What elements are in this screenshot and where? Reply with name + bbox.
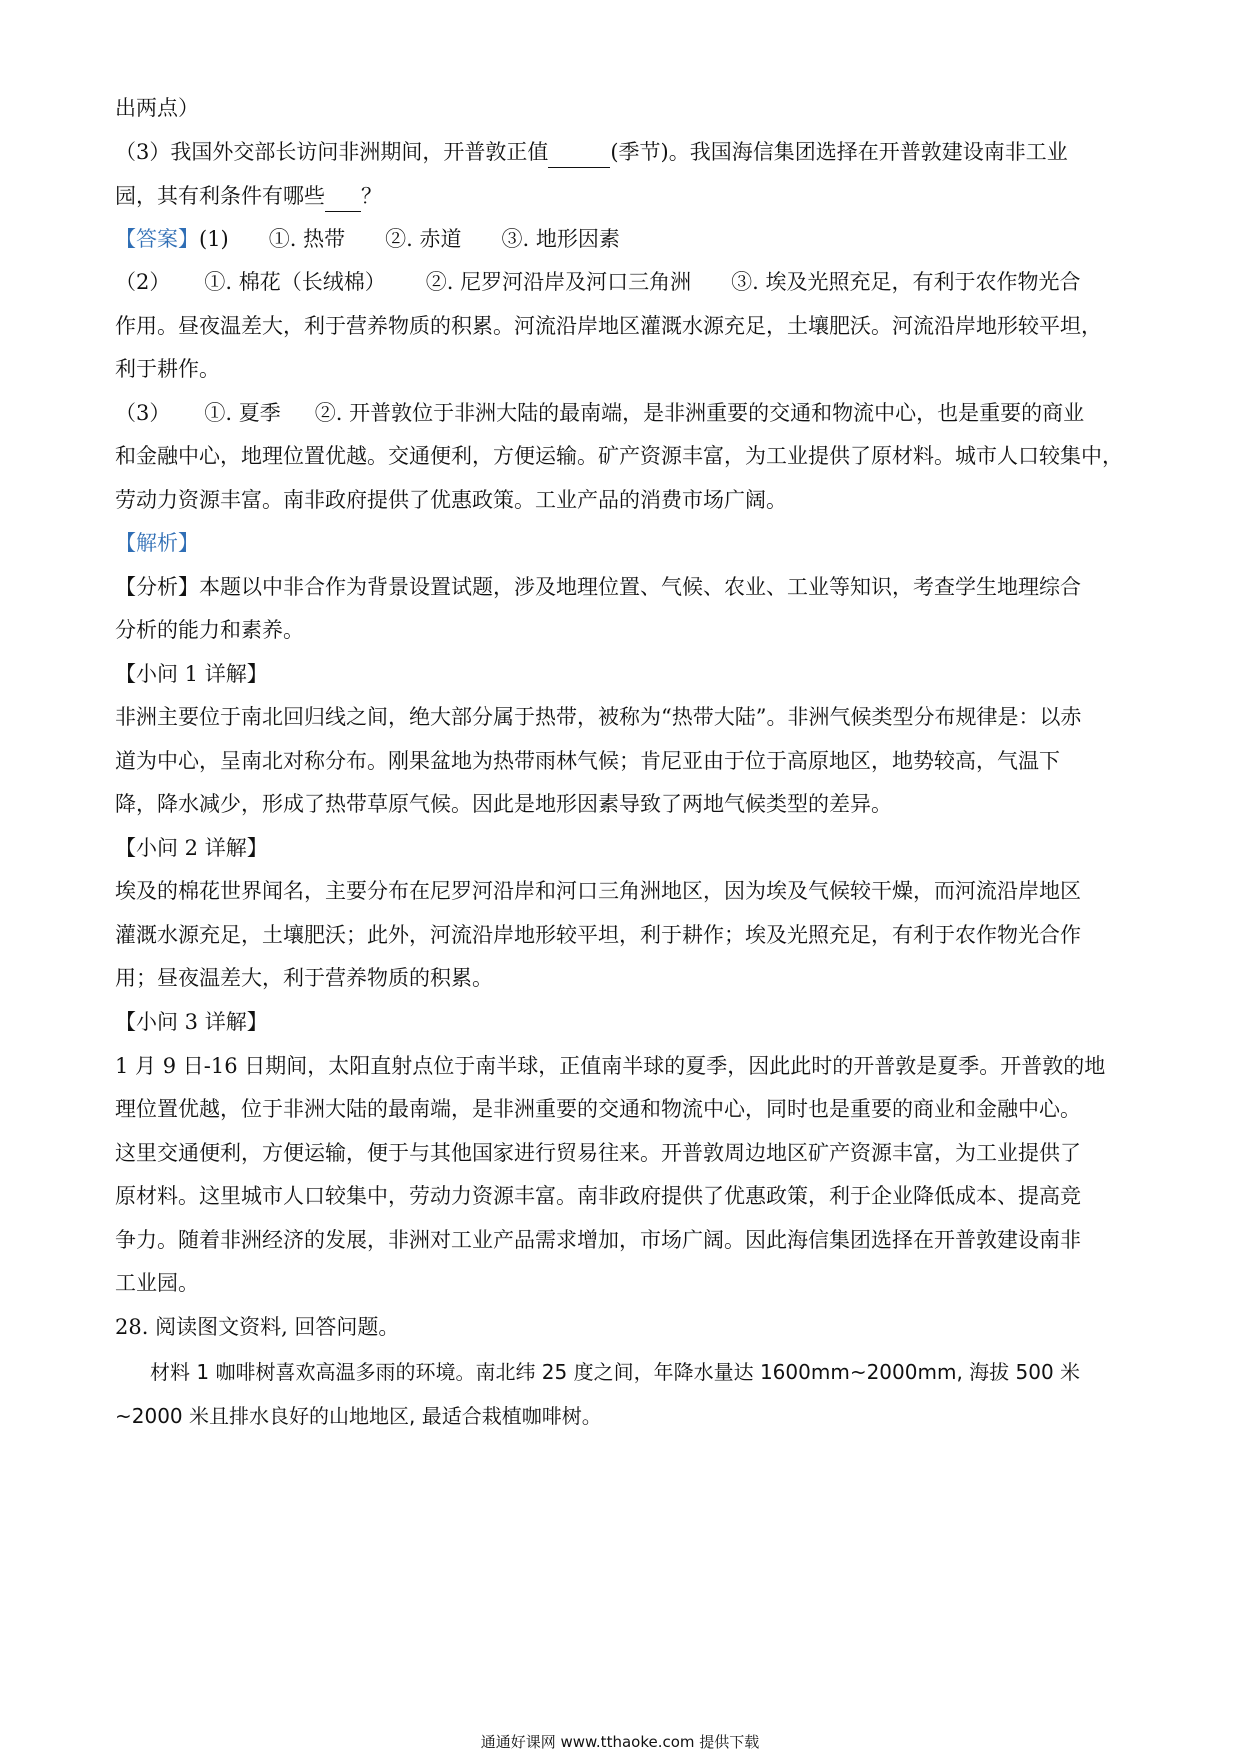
sub3-line1: 1 月 9 日-16 日期间，太阳直射点位于南半球，正值南半球的夏季，因此此时的开普敦是夏季。开普敦的地 — [115, 1054, 1106, 1078]
answer-1-item-2: ②. 赤道 — [385, 227, 462, 251]
q3-line2-suffix: ？ — [361, 184, 382, 208]
sub3-line3: 这里交通便利，方便运输，便于与其他国家进行贸易往来。开普敦周边地区矿产资源丰富，为工业提供了 — [115, 1141, 1081, 1165]
sub3-line4: 原材料。这里城市人口较集中，劳动力资源丰富。南非政府提供了优惠政策，利于企业降低成本、提高竞 — [115, 1184, 1081, 1208]
question-3-line2 — [115, 181, 1130, 212]
question-28-title: 28. 阅读图文资料, 回答问题。 — [115, 1315, 400, 1339]
top-fragment: 出两点） — [115, 96, 199, 120]
answer-3-line3: 劳动力资源丰富。南非政府提供了优惠政策。工业产品的消费市场广阔。 — [115, 488, 787, 512]
sub1-heading: 【小问 1 详解】 — [115, 662, 268, 686]
answer-2-line3: 利于耕作。 — [115, 357, 220, 381]
material-1-line2: ~2000 米且排水良好的山地地区, 最适合栽植咖啡树。 — [115, 1404, 602, 1428]
answer-1-item-3: ③. 地形因素 — [501, 227, 620, 251]
question-3 — [115, 137, 1130, 168]
answer-2-item-1: ①. 棉花（长绒棉） — [204, 270, 386, 294]
analysis-line2: 分析的能力和素养。 — [115, 618, 304, 642]
answer-2-item-2: ②. 尼罗河沿岸及河口三角洲 — [425, 270, 692, 294]
sub3-heading: 【小问 3 详解】 — [115, 1010, 268, 1034]
footer-source: 通通好课网 www.tthaoke.com 提供下载 — [480, 1733, 760, 1751]
answer-label: 【答案】 — [115, 227, 199, 251]
answer-3-line2: 和金融中心，地理位置优越。交通便利，方便运输。矿产资源丰富，为工业提供了原材料。城市人口较集中， — [115, 444, 1123, 468]
q3-season-blank — [548, 137, 610, 168]
sub1-line3: 降，降水减少，形成了热带草原气候。因此是地形因素导致了两地气候类型的差异。 — [115, 792, 892, 816]
sub3-line5: 争力。随着非洲经济的发展，非洲对工业产品需求增加，市场广阔。因此海信集团选择在开普敦建设南非 — [115, 1228, 1081, 1252]
analysis-line1: 【分析】本题以中非合作为背景设置试题，涉及地理位置、气候、农业、工业等知识，考查学生地理综合 — [115, 575, 1081, 599]
sub1-line2: 道为中心，呈南北对称分布。刚果盆地为热带雨林气候；肯尼亚由于位于高原地区，地势较高，气温下 — [115, 749, 1060, 773]
answer-1-num: (1) — [199, 227, 229, 251]
answer-2 — [115, 267, 1130, 297]
sub2-line2: 灌溉水源充足，土壤肥沃；此外，河流沿岸地形较平坦，利于耕作；埃及光照充足，有利于农作物光合作 — [115, 923, 1081, 947]
answer-3-item-2: ②. 开普敦位于非洲大陆的最南端，是非洲重要的交通和物流中心，也是重要的商业 — [314, 401, 1085, 425]
sub3-line2: 理位置优越，位于非洲大陆的最南端，是非洲重要的交通和物流中心，同时也是重要的商业和金融中心。 — [115, 1097, 1081, 1121]
sub2-heading: 【小问 2 详解】 — [115, 836, 268, 860]
answer-1 — [115, 224, 1130, 254]
sub2-line3: 用；昼夜温差大，利于营养物质的积累。 — [115, 966, 493, 990]
q3-line2-prefix: 园，其有利条件有哪些 — [115, 184, 325, 208]
answer-3 — [115, 398, 1130, 428]
answer-2-item-3: ③. 埃及光照充足，有利于农作物光合 — [731, 270, 1081, 294]
material-1-line1: 材料 1 咖啡树喜欢高温多雨的环境。南北纬 25 度之间，年降水量达 1600mm~2000mm, 海拔 500 米 — [150, 1360, 1081, 1384]
analysis-label: 【解析】 — [115, 531, 199, 555]
answer-3-item-1: ①. 夏季 — [204, 401, 281, 425]
sub2-line1: 埃及的棉花世界闻名，主要分布在尼罗河沿岸和河口三角洲地区，因为埃及气候较干燥，而河流沿岸地区 — [115, 879, 1081, 903]
q3-conditions-blank — [325, 181, 361, 212]
sub1-line1: 非洲主要位于南北回归线之间，绝大部分属于热带，被称为“热带大陆”。非洲气候类型分布规律是：以赤 — [115, 705, 1082, 729]
answer-3-num: （3） — [115, 401, 171, 425]
sub3-line6: 工业园。 — [115, 1271, 199, 1295]
answer-2-num: （2） — [115, 270, 171, 294]
q3-prefix: （3）我国外交部长访问非洲期间，开普敦正值 — [115, 140, 549, 164]
q3-suffix: (季节)。我国海信集团选择在开普敦建设南非工业 — [610, 140, 1068, 164]
answer-1-item-1: ①. 热带 — [268, 227, 346, 251]
answer-2-line2: 作用。昼夜温差大，利于营养物质的积累。河流沿岸地区灌溉水源充足，土壤肥沃。河流沿岸地形较平坦， — [115, 314, 1102, 338]
